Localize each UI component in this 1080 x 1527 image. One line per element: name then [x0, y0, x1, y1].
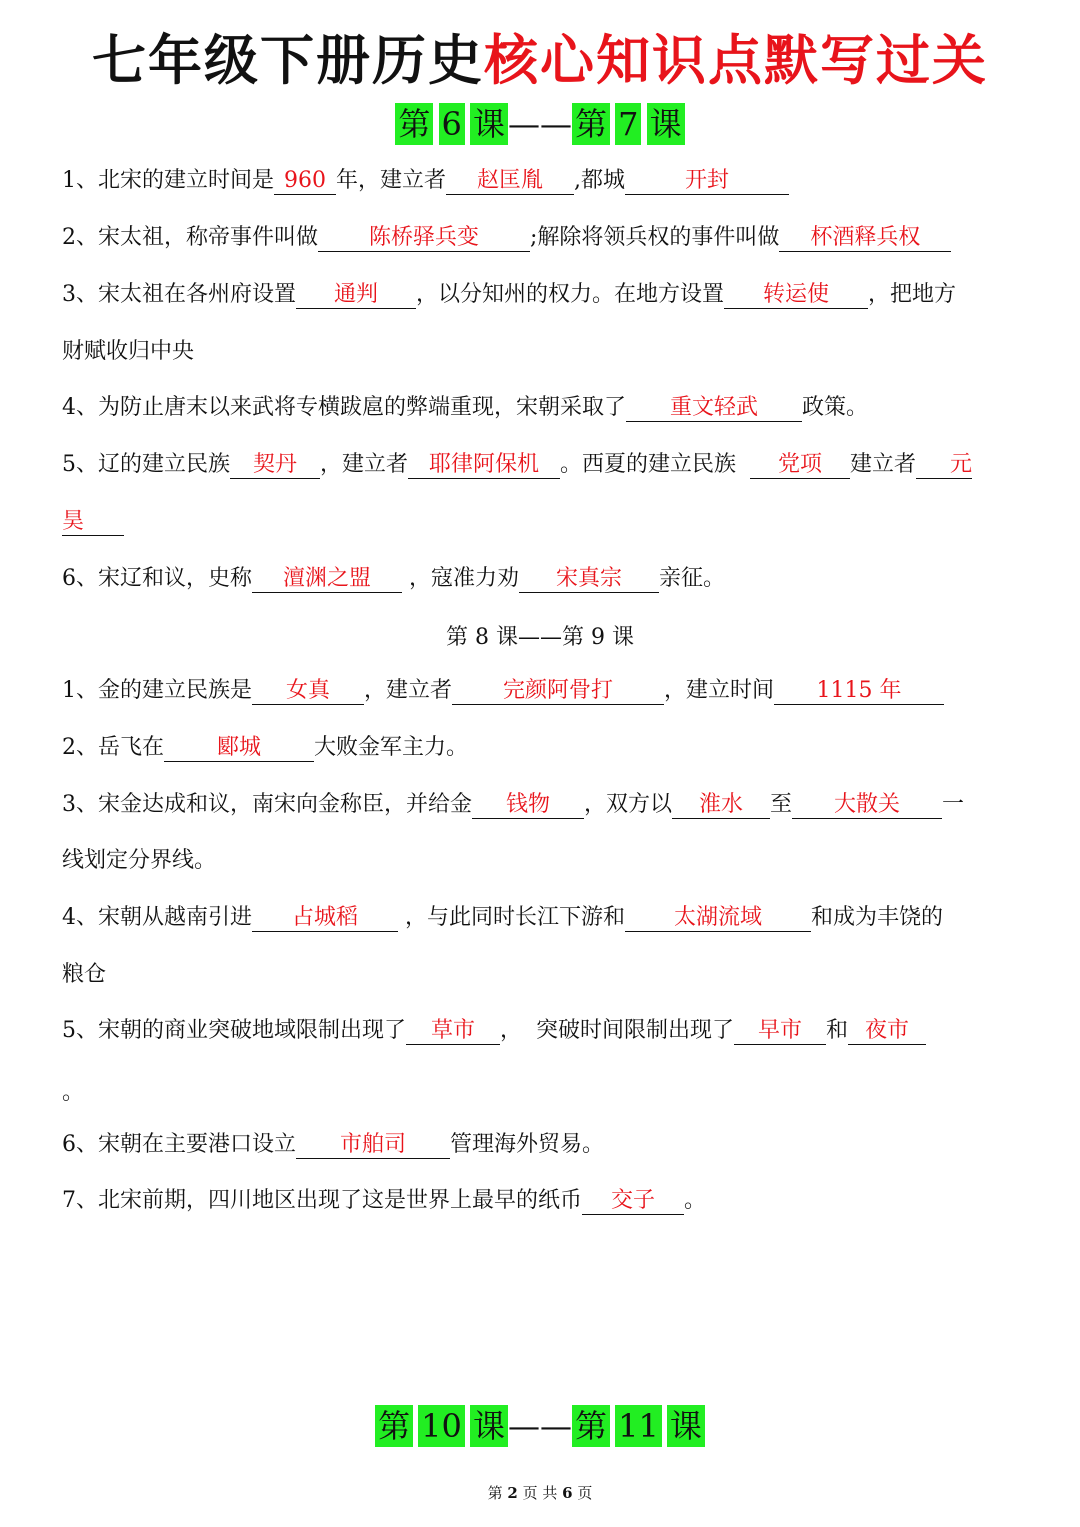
answer-blank: 交子 [582, 1188, 684, 1215]
question-text: ,都城 [574, 168, 626, 193]
heading-highlight: 课 [470, 1405, 508, 1447]
question-text: 年，建立者 [336, 168, 447, 193]
question-text: 1、金的建立民族是 [62, 678, 252, 703]
question-text: ， 突破时间限制出现了 [500, 1018, 734, 1043]
answer-blank: 草市 [406, 1018, 500, 1045]
question-line [62, 676, 1022, 706]
question-text: ，建立者 [364, 678, 453, 703]
question-line [62, 1016, 1022, 1046]
question-text: 4、宋朝从越南引进 [62, 905, 252, 930]
question-text: ，与此同时长江下游和 [405, 905, 626, 930]
section-heading-6-7 [0, 104, 1080, 144]
answer-blank: 占城稻 [252, 905, 398, 932]
question-line [62, 903, 1022, 933]
question-line [62, 1130, 1022, 1160]
question-text: 管理海外贸易。 [450, 1132, 605, 1157]
question-text: ，把地方 [868, 282, 957, 307]
answer-blank: 转运使 [724, 282, 868, 309]
heading-highlight: 6 [439, 103, 465, 145]
total-page-count: 6 [562, 1484, 573, 1502]
answer-blank: 开封 [625, 168, 789, 195]
question-line [62, 280, 1022, 310]
question-text: 3、宋太祖在各州府设置 [62, 282, 296, 307]
question-text: ，建立时间 [664, 678, 775, 703]
answer-blank: 早市 [734, 1018, 826, 1045]
question-text: 6、宋朝在主要港口设立 [62, 1132, 296, 1157]
question-text: ，双方以 [584, 792, 673, 817]
answer-blank: 淮水 [672, 792, 770, 819]
heading-highlight: 11 [615, 1405, 662, 1447]
heading-highlight: 10 [418, 1405, 465, 1447]
heading-highlight: 第 [395, 103, 433, 145]
question-line [62, 166, 1022, 196]
answer-blank: 陈桥驿兵变 [318, 225, 530, 252]
question-line-continued: 。 [62, 1080, 85, 1105]
heading-highlight: 课 [647, 103, 685, 145]
question-text: 5、辽的建立民族 [62, 452, 230, 477]
question-text: 和成为丰饶的 [811, 905, 944, 930]
heading-highlight: 7 [615, 103, 641, 145]
answer-blank: 耶律阿保机 [408, 452, 560, 479]
question-text: 5、宋朝的商业突破地域限制出现了 [62, 1018, 406, 1043]
answer-blank: 契丹 [230, 452, 320, 479]
question-line-continued: 财赋收归中央 [62, 339, 195, 364]
section-heading-8-9: 第 8 课——第 9 课 [446, 625, 634, 650]
answer-blank: 宋真宗 [519, 566, 659, 593]
title-black-part: 七年级下册历史 [92, 29, 484, 92]
question-text: 政策。 [802, 395, 869, 420]
page-title [0, 26, 1080, 96]
answer-blank: 赵匡胤 [446, 168, 574, 195]
question-line-continued: 粮仓 [62, 962, 107, 987]
heading-dash: —— [508, 1407, 572, 1445]
answer-blank: 通判 [296, 282, 416, 309]
question-text: 7、北宋前期，四川地区出现了这是世界上最早的纸币 [62, 1188, 582, 1213]
answer-blank: 大散关 [792, 792, 942, 819]
question-line [62, 790, 1022, 820]
answer-blank: 完颜阿骨打 [452, 678, 664, 705]
question-text: 大败金军主力。 [314, 735, 469, 760]
heading-highlight: 第 [572, 103, 610, 145]
question-text: 一 [942, 792, 965, 817]
page-footer [0, 1482, 1080, 1503]
question-text: 建立者 [850, 452, 917, 477]
question-text: 。西夏的建立民族 [560, 452, 737, 477]
question-text: ，寇准力劝 [409, 566, 520, 591]
question-text: 。 [684, 1188, 707, 1213]
footer-text: 页 [577, 1484, 593, 1502]
title-red-part: 核心知识点默写过关 [484, 29, 988, 92]
question-text: 4、为防止唐末以来武将专横跋扈的弊端重现，宋朝采取了 [62, 395, 626, 420]
answer-blank: 澶渊之盟 [252, 566, 402, 593]
section-heading-10-11 [0, 1406, 1080, 1446]
question-text: 和 [826, 1018, 849, 1043]
question-line [62, 1186, 1022, 1216]
question-line-continued [62, 507, 1022, 537]
question-line [62, 450, 1022, 480]
question-text: ，建立者 [320, 452, 409, 477]
heading-highlight: 课 [470, 103, 508, 145]
footer-text: 第 [487, 1484, 503, 1502]
question-text: 亲征。 [659, 566, 726, 591]
heading-dash: —— [508, 105, 572, 143]
question-line [62, 733, 1022, 763]
answer-blank: 960 [274, 168, 336, 195]
answer-blank: 夜市 [848, 1018, 926, 1045]
question-text: 至 [770, 792, 793, 817]
heading-highlight: 第 [375, 1405, 413, 1447]
question-line [62, 393, 1022, 423]
answer-blank: 杯酒释兵权 [779, 225, 951, 252]
question-text: ;解除将领兵权的事件叫做 [530, 225, 780, 250]
heading-highlight: 课 [667, 1405, 705, 1447]
answer-blank: 1115 年 [774, 678, 944, 705]
current-page-number: 2 [507, 1484, 518, 1502]
answer-blank: 重文轻武 [626, 395, 802, 422]
answer-blank: 郾城 [164, 735, 314, 762]
answer-blank: 昊 [62, 509, 124, 536]
question-text: ，以分知州的权力。在地方设置 [416, 282, 725, 307]
question-text: 2、岳飞在 [62, 735, 164, 760]
answer-blank: 党项 [750, 452, 850, 479]
answer-blank: 女真 [252, 678, 364, 705]
footer-text: 页 共 [522, 1484, 558, 1502]
question-text: 3、宋金达成和议，南宋向金称臣，并给金 [62, 792, 472, 817]
question-text: 6、宋辽和议，史称 [62, 566, 252, 591]
question-text: 1、北宋的建立时间是 [62, 168, 274, 193]
question-text: 2、宋太祖，称帝事件叫做 [62, 225, 318, 250]
question-line [62, 564, 1022, 594]
answer-blank: 市舶司 [296, 1132, 450, 1159]
question-line-continued: 线划定分界线。 [62, 848, 217, 873]
heading-highlight: 第 [572, 1405, 610, 1447]
question-line [62, 223, 1022, 253]
answer-blank: 钱物 [472, 792, 584, 819]
answer-blank: 元 [916, 452, 972, 479]
answer-blank: 太湖流域 [625, 905, 811, 932]
